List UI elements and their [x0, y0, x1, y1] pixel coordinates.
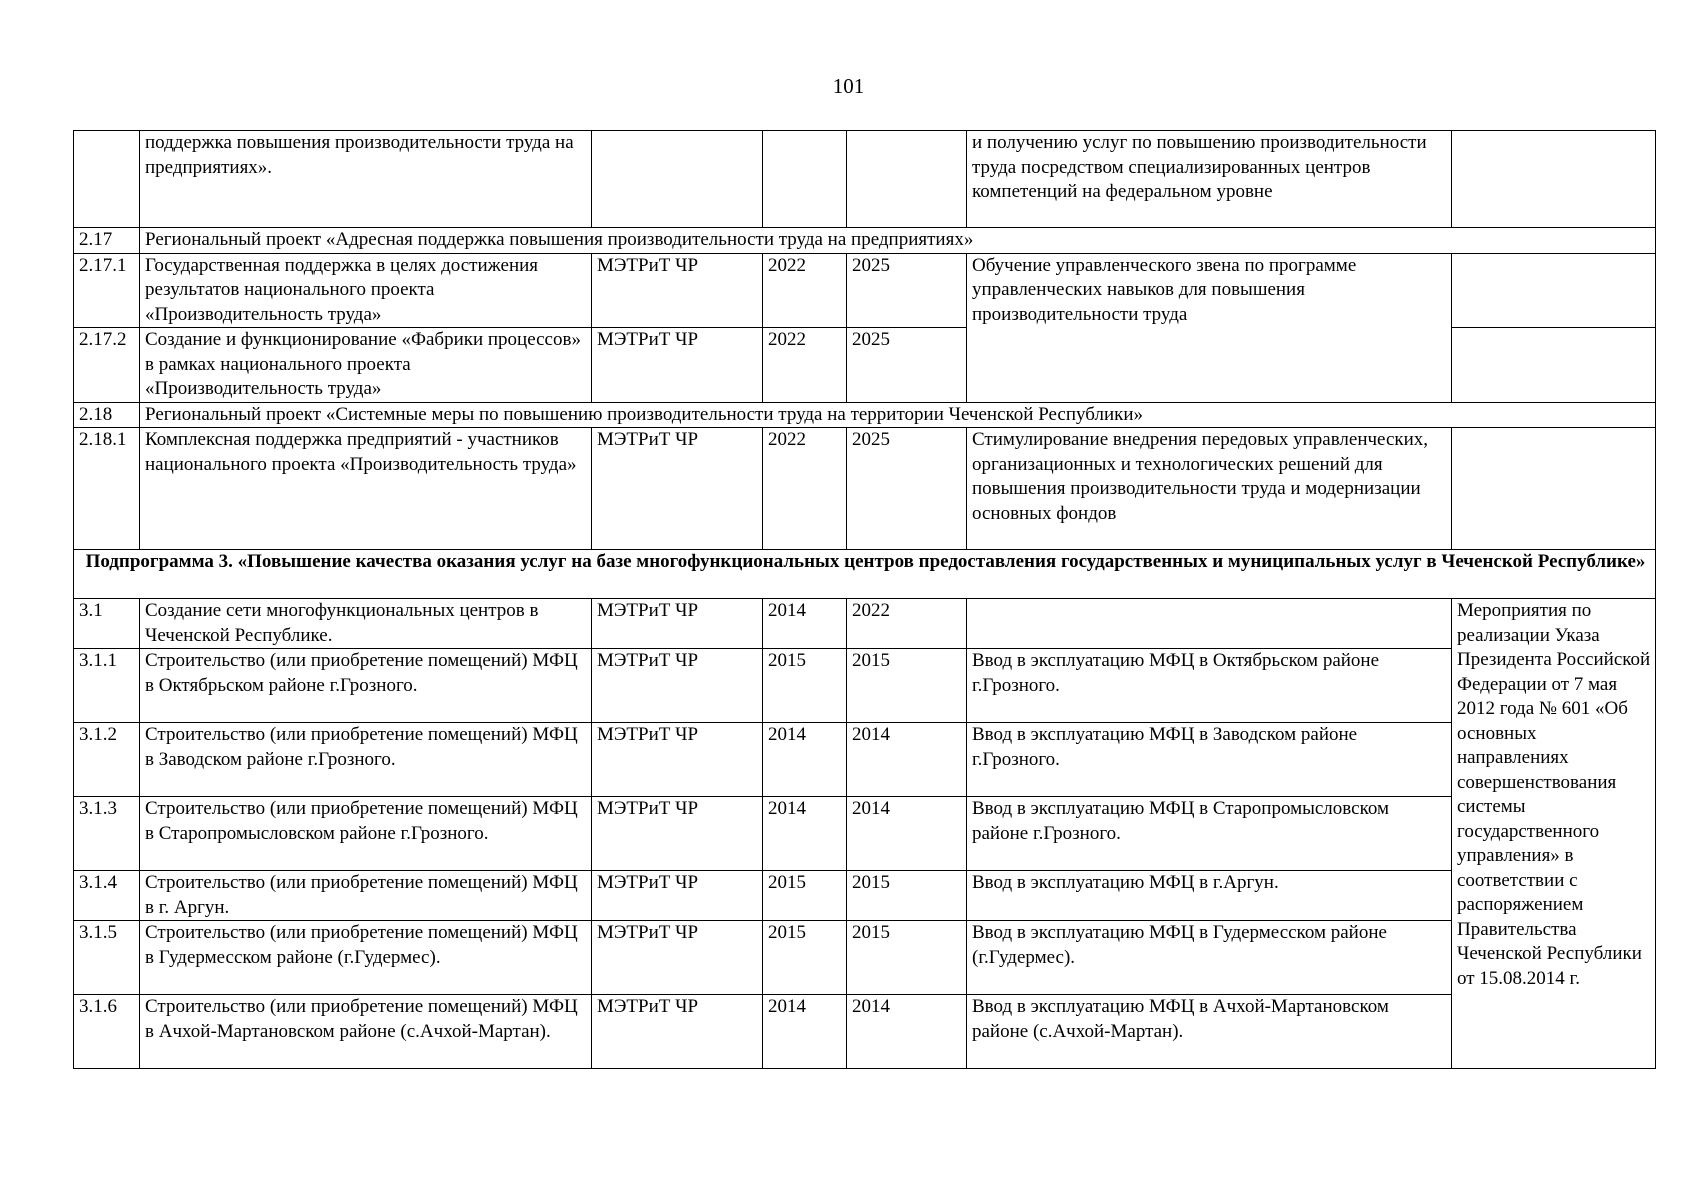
cell-executor: МЭТРиТ ЧР	[592, 328, 763, 403]
cell-expected-result: Ввод в эксплуатацию МФЦ в Ачхой-Мартановском районе (с.Ачхой-Мартан).	[967, 995, 1452, 1069]
cell-note	[1452, 131, 1656, 228]
cell-expected-result: Ввод в эксплуатацию МФЦ в Октябрьском районе г.Грозного.	[967, 649, 1452, 723]
cell-end-year: 2014	[847, 995, 967, 1069]
cell-expected-result	[967, 599, 1452, 649]
cell-expected-result: Ввод в эксплуатацию МФЦ в Заводском районе г.Грозного.	[967, 723, 1452, 797]
cell-activity-name: Государственная поддержка в целях достижения результатов национального проекта «Производительность труда»	[140, 253, 592, 328]
cell-executor: МЭТРиТ ЧР	[592, 428, 763, 550]
cell-expected-result: и получению услуг по повышению производительности труда посредством специализированных центров компетенций на федеральном уровне	[967, 131, 1452, 228]
table-row-3-1-3	[74, 797, 1656, 871]
cell-num: 2.18.1	[74, 428, 140, 550]
cell-start-year: 2015	[763, 921, 847, 995]
cell-num: 2.17	[74, 228, 140, 254]
cell-end-year: 2015	[847, 649, 967, 723]
cell-start-year	[763, 131, 847, 228]
cell-executor: МЭТРиТ ЧР	[592, 995, 763, 1069]
cell-executor: МЭТРиТ ЧР	[592, 253, 763, 328]
cell-executor: МЭТРиТ ЧР	[592, 871, 763, 921]
cell-activity-name: Комплексная поддержка предприятий - участников национального проекта «Производительность труда»	[140, 428, 592, 550]
cell-executor	[592, 131, 763, 228]
cell-expected-result: Стимулирование внедрения передовых управленческих, организационных и технологических решений для повышения производительности труда и модернизации основных фондов	[967, 428, 1452, 550]
table-row-3-1-6	[74, 995, 1656, 1069]
table-row-project-2-18	[74, 402, 1656, 428]
cell-activity-name: Строительство (или приобретение помещений) МФЦ в Ачхой-Мартановском районе (с.Ачхой-Мартан).	[140, 995, 592, 1069]
cell-end-year: 2025	[847, 253, 967, 328]
cell-start-year: 2015	[763, 649, 847, 723]
program-activities-table	[73, 130, 1656, 1069]
table-row-3-1-4	[74, 871, 1656, 921]
cell-num	[74, 131, 140, 228]
cell-expected-result: Ввод в эксплуатацию МФЦ в Гудермесском районе (г.Гудермес).	[967, 921, 1452, 995]
table-row-continuation	[74, 131, 1656, 228]
cell-activity-name: Строительство (или приобретение помещений) МФЦ в Заводском районе г.Грозного.	[140, 723, 592, 797]
table-row-3-1-1	[74, 649, 1656, 723]
cell-num: 3.1.5	[74, 921, 140, 995]
table-row-subprogram-3	[74, 550, 1656, 599]
cell-activity-name: Строительство (или приобретение помещений) МФЦ в Октябрьском районе г.Грозного.	[140, 649, 592, 723]
cell-end-year: 2014	[847, 797, 967, 871]
cell-executor: МЭТРиТ ЧР	[592, 921, 763, 995]
cell-expected-result: Ввод в эксплуатацию МФЦ в Старопромысловском районе г.Грозного.	[967, 797, 1452, 871]
cell-end-year: 2015	[847, 871, 967, 921]
cell-expected-result: Обучение управленческого звена по программе управленческих навыков для повышения производительности труда	[967, 253, 1452, 402]
cell-start-year: 2014	[763, 995, 847, 1069]
cell-end-year	[847, 131, 967, 228]
cell-end-year: 2015	[847, 921, 967, 995]
cell-num: 3.1.6	[74, 995, 140, 1069]
cell-num: 3.1	[74, 599, 140, 649]
cell-project-title: Региональный проект «Адресная поддержка повышения производительности труда на предприятиях»	[140, 228, 1656, 254]
cell-subprogram-title: Подпрограмма 3. «Повышение качества оказания услуг на базе многофункциональных центров предоставления государственных и муниципальных услуг в Чеченской Республике»	[74, 550, 1656, 599]
cell-end-year: 2022	[847, 599, 967, 649]
cell-end-year: 2014	[847, 723, 967, 797]
table-row-project-2-17	[74, 228, 1656, 254]
cell-note	[1452, 328, 1656, 403]
cell-project-title: Региональный проект «Системные меры по повышению производительности труда на территории Чеченской Республики»	[140, 402, 1656, 428]
cell-note	[1452, 428, 1656, 550]
table-row-2-18-1	[74, 428, 1656, 550]
cell-num: 3.1.2	[74, 723, 140, 797]
cell-activity-name: Строительство (или приобретение помещений) МФЦ в Гудермесском районе (г.Гудермес).	[140, 921, 592, 995]
table-row-3-1-2	[74, 723, 1656, 797]
cell-executor: МЭТРиТ ЧР	[592, 797, 763, 871]
cell-activity-name: Строительство (или приобретение помещений) МФЦ в г. Аргун.	[140, 871, 592, 921]
cell-start-year: 2014	[763, 599, 847, 649]
cell-num: 3.1.1	[74, 649, 140, 723]
table-row-3-1	[74, 599, 1656, 649]
cell-executor: МЭТРиТ ЧР	[592, 649, 763, 723]
cell-start-year: 2022	[763, 428, 847, 550]
cell-start-year: 2015	[763, 871, 847, 921]
cell-note: Мероприятия по реализации Указа Президента Российской Федерации от 7 мая 2012 года № 601 «Об основных направлениях совершенствования системы государственного управления» в соответствии с распоряжением Правительства Чеченской Республики от 15.08.2014 г.	[1452, 599, 1656, 1069]
cell-start-year: 2014	[763, 797, 847, 871]
cell-executor: МЭТРиТ ЧР	[592, 723, 763, 797]
cell-end-year: 2025	[847, 328, 967, 403]
cell-activity-name: Создание и функционирование «Фабрики процессов» в рамках национального проекта «Производительность труда»	[140, 328, 592, 403]
cell-num: 3.1.4	[74, 871, 140, 921]
cell-activity-name: поддержка повышения производительности труда на предприятиях».	[140, 131, 592, 228]
cell-activity-name: Создание сети многофункциональных центров в Чеченской Республике.	[140, 599, 592, 649]
cell-start-year: 2022	[763, 328, 847, 403]
cell-num: 3.1.3	[74, 797, 140, 871]
table-row-2-17-1	[74, 253, 1656, 328]
table-row-3-1-5	[74, 921, 1656, 995]
page-number: 101	[832, 74, 865, 98]
cell-note	[1452, 253, 1656, 328]
cell-num: 2.18	[74, 402, 140, 428]
cell-expected-result: Ввод в эксплуатацию МФЦ в г.Аргун.	[967, 871, 1452, 921]
cell-num: 2.17.2	[74, 328, 140, 403]
cell-num: 2.17.1	[74, 253, 140, 328]
cell-start-year: 2014	[763, 723, 847, 797]
cell-start-year: 2022	[763, 253, 847, 328]
cell-activity-name: Строительство (или приобретение помещений) МФЦ в Старопромысловском районе г.Грозного.	[140, 797, 592, 871]
cell-executor: МЭТРиТ ЧР	[592, 599, 763, 649]
cell-end-year: 2025	[847, 428, 967, 550]
